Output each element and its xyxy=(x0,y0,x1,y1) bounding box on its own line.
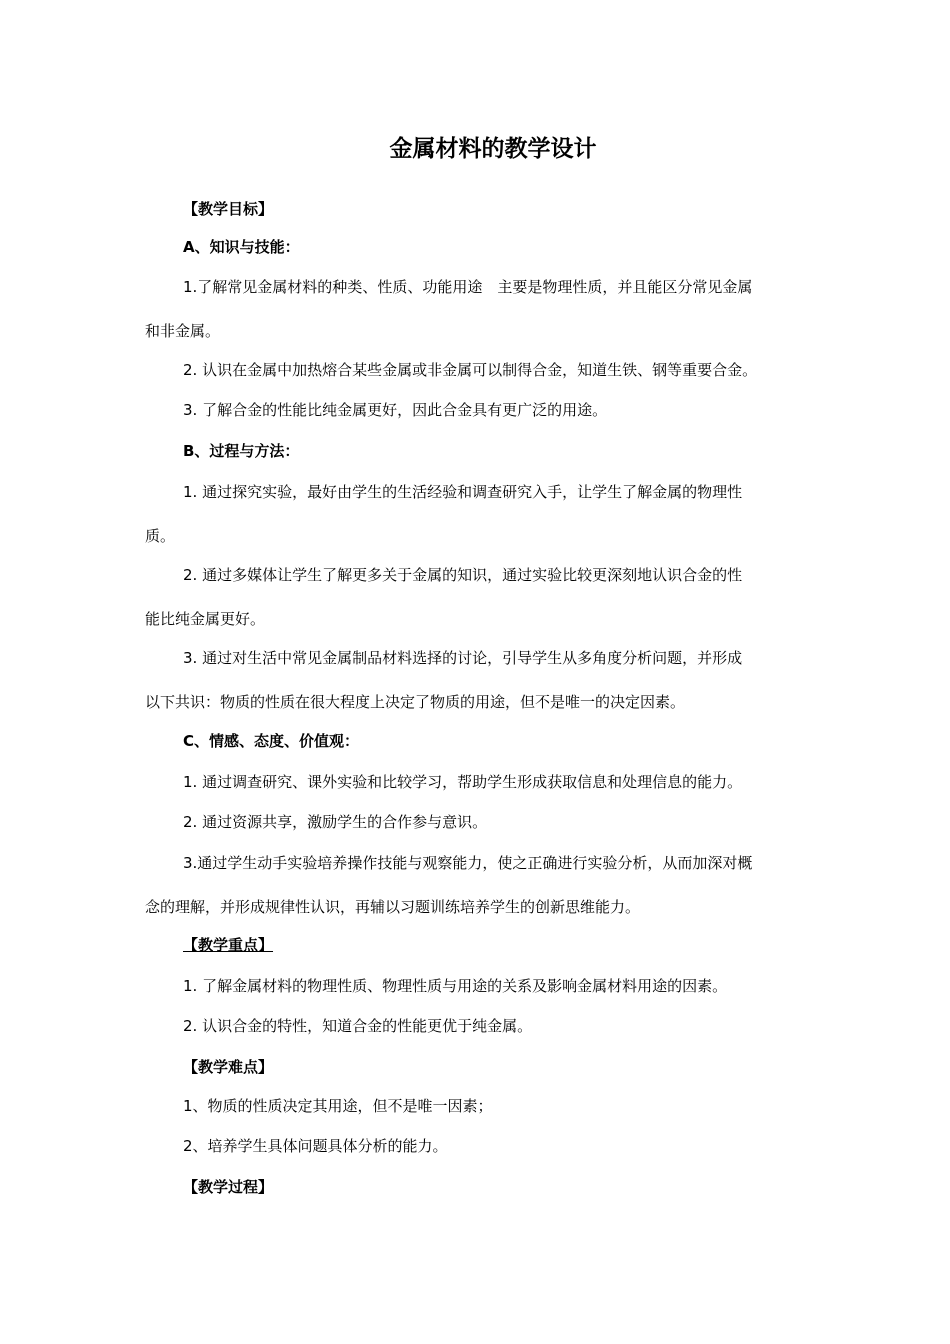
paragraph-diff1: 1、物质的性质决定其用途，但不是唯一因素； xyxy=(183,1097,493,1115)
paragraph-a1-line2: 和非金属。 xyxy=(145,322,221,340)
paragraph-b2-line1: 2. 通过多媒体让学生了解更多关于金属的知识，通过实验比较更深刻地认识合金的性 xyxy=(183,566,743,584)
paragraph-b2-line2: 能比纯金属更好。 xyxy=(145,610,266,628)
paragraph-a3: 3. 了解合金的性能比纯金属更好，因此合金具有更广泛的用途。 xyxy=(183,401,608,419)
paragraph-b1-line1: 1. 通过探究实验，最好由学生的生活经验和调查研究入手，让学生了解金属的物理性 xyxy=(183,483,743,501)
paragraph-c2: 2. 通过资源共享，激励学生的合作参与意识。 xyxy=(183,813,488,831)
paragraph-diff2: 2、培养学生具体问题具体分析的能力。 xyxy=(183,1137,448,1155)
process-method-heading: B、过程与方法： xyxy=(183,442,300,460)
paragraph-key2: 2. 认识合金的特性，知道合金的性能更优于纯金属。 xyxy=(183,1017,533,1035)
teaching-process-heading: 【教学过程】 xyxy=(183,1178,274,1196)
paragraph-c3-line1: 3.通过学生动手实验培养操作技能与观察能力，使之正确进行实验分析，从而加深对概 xyxy=(183,854,753,872)
paragraph-key1: 1. 了解金属材料的物理性质、物理性质与用途的关系及影响金属材料用途的因素。 xyxy=(183,977,728,995)
key-points-heading: 【教学重点】 xyxy=(183,936,274,954)
objectives-heading: 【教学目标】 xyxy=(183,200,274,218)
values-heading: C、情感、态度、价值观： xyxy=(183,732,360,750)
difficult-points-heading: 【教学难点】 xyxy=(183,1058,274,1076)
paragraph-b1-line2: 质。 xyxy=(145,527,176,545)
paragraph-b3-line1: 3. 通过对生活中常见金属制品材料选择的讨论，引导学生从多角度分析问题，并形成 xyxy=(183,649,743,667)
paragraph-b3-line2: 以下共识：物质的性质在很大程度上决定了物质的用途，但不是唯一的决定因素。 xyxy=(145,693,686,711)
paragraph-a1-line1: 1.了解常见金属材料的种类、性质、功能用途 主要是物理性质，并且能区分常见金属 xyxy=(183,278,753,296)
page-title: 金属材料的教学设计 xyxy=(389,136,597,162)
paragraph-c3-line2: 念的理解，并形成规律性认识，再辅以习题训练培养学生的创新思维能力。 xyxy=(145,898,641,916)
knowledge-skills-heading: A、知识与技能： xyxy=(183,238,300,256)
paragraph-c1: 1. 通过调查研究、课外实验和比较学习，帮助学生形成获取信息和处理信息的能力。 xyxy=(183,773,743,791)
paragraph-a2: 2. 认识在金属中加热熔合某些金属或非金属可以制得合金，知道生铁、钢等重要合金。 xyxy=(183,361,758,379)
